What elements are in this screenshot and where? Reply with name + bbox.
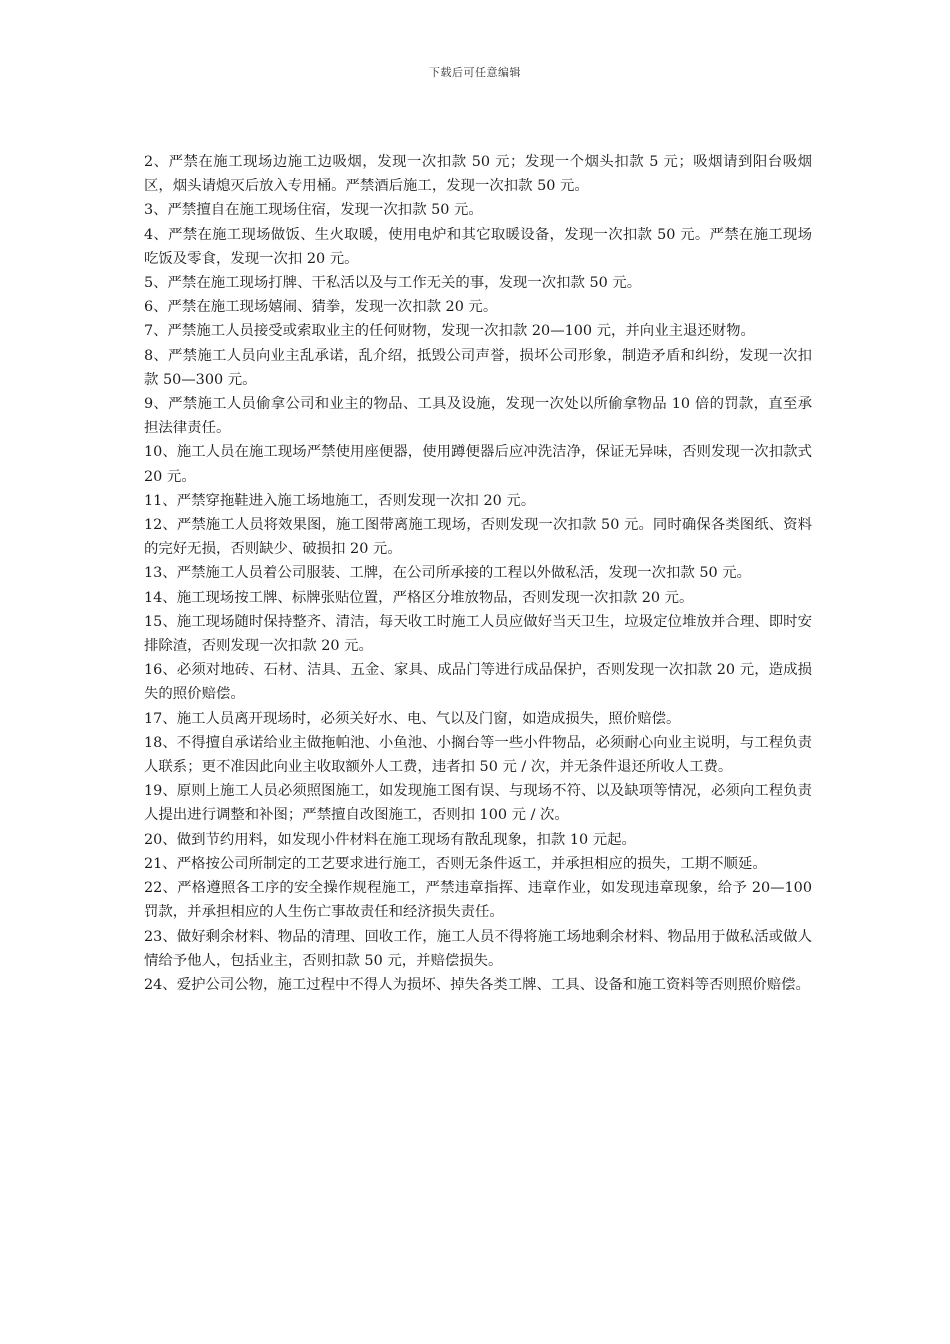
rule-item-21: 21、严格按公司所制定的工艺要求进行施工，否则无条件返工，并承担相应的损失，工期不顺延。 <box>144 855 767 872</box>
rule-item-8: 8、严禁施工人员向业主乱承诺，乱介绍，抵毁公司声誉，损坏公司形象，制造矛盾和纠纷，发现一次扣款 50—300 元。 <box>144 347 812 388</box>
rule-item-12: 12、严禁施工人员将效果图，施工图带离施工现场，否则发现一次扣款 50 元。同时确保各类图纸、资料的完好无损，否则缺少、破损扣 20 元。 <box>144 517 812 558</box>
rule-item-9: 9、严禁施工人员偷拿公司和业主的物品、工具及设施，发现一次处以所偷拿物品 10 倍的罚款，直至承担法律责任。 <box>144 396 812 437</box>
rule-item-10: 10、施工人员在施工现场严禁使用座便器，使用蹲便器后应冲洗洁净，保证无异味，否则发现一次扣款式 20 元。 <box>144 444 812 485</box>
rule-item-20: 20、做到节约用料，如发现小件材料在施工现场有散乱现象，扣款 10 元起。 <box>144 831 636 848</box>
rule-item-4: 4、严禁在施工现场做饭、生火取暖，使用电炉和其它取暖设备，发现一次扣款 50 元。严禁在施工现场吃饭及零食，发现一次扣 20 元。 <box>144 226 812 267</box>
rule-item-11: 11、严禁穿拖鞋进入施工场地施工，否则发现一次扣 20 元。 <box>144 492 536 509</box>
rule-item-17: 17、施工人员离开现场时，必须关好水、电、气以及门窗，如造成损失，照价赔偿。 <box>144 710 681 727</box>
rule-item-24: 24、爱护公司公物，施工过程中不得人为损坏、掉失各类工牌、工具、设备和施工资料等否则照价赔偿。 <box>144 976 810 993</box>
rule-item-2: 2、严禁在施工现场边施工边吸烟，发现一次扣款 50 元；发现一个烟头扣款 5 元；吸烟请到阳台吸烟区，烟头请熄灭后放入专用桶。严禁酒后施工，发现一次扣款 50 元。 <box>144 154 812 195</box>
rule-item-13: 13、严禁施工人员着公司服装、工牌，在公司所承接的工程以外做私活，发现一次扣款 50 元。 <box>144 565 752 582</box>
rule-item-6: 6、严禁在施工现场嬉闹、猜拳，发现一次扣款 20 元。 <box>144 299 498 316</box>
document-body <box>144 150 812 997</box>
rule-item-23: 23、做好剩余材料、物品的清理、回收工作，施工人员不得将施工场地剩余材料、物品用于做私活或做人情给予他人，包括业主，否则扣款 50 元，并赔偿损失。 <box>144 928 812 969</box>
page-header: 下载后可任意编辑 <box>429 66 521 79</box>
rule-item-7: 7、严禁施工人员接受或索取业主的任何财物，发现一次扣款 20—100 元，并向业主退还财物。 <box>144 323 755 340</box>
rule-item-22: 22、严格遵照各工序的安全操作规程施工，严禁违章指挥、违章作业，如发现违章现象，给予 20—100 罚款，并承担相应的人生伤亡事故责任和经济损失责任。 <box>144 880 812 921</box>
rule-item-5: 5、严禁在施工现场打牌、干私活以及与工作无关的事，发现一次扣款 50 元。 <box>144 275 642 292</box>
rule-item-15: 15、施工现场随时保持整齐、清洁，每天收工时施工人员应做好当天卫生，垃圾定位堆放并合理、即时安排除渣，否则发现一次扣款 20 元。 <box>144 613 812 655</box>
rule-item-19: 19、原则上施工人员必须照图施工，如发现施工图有误、与现场不符、以及缺项等情况，必须向工程负责人提出进行调整和补图；严禁擅自改图施工，否则扣 100 元 / 次。 <box>144 783 812 824</box>
rule-item-3: 3、严禁擅自在施工现场住宿，发现一次扣款 50 元。 <box>144 202 483 219</box>
rule-item-16: 16、必须对地砖、石材、洁具、五金、家具、成品门等进行成品保护，否则发现一次扣款 20 元，造成损失的照价赔偿。 <box>144 662 812 703</box>
rule-item-14: 14、施工现场按工牌、标牌张贴位置，严格区分堆放物品，否则发现一次扣款 20 元。 <box>144 589 694 606</box>
rule-item-18: 18、不得擅自承诺给业主做拖帕池、小鱼池、小搁台等一些小件物品，必须耐心向业主说明，与工程负责人联系；更不准因此向业主收取额外人工费，违者扣 50 元 / 次，并无条件退还所收人工费。 <box>144 734 812 776</box>
